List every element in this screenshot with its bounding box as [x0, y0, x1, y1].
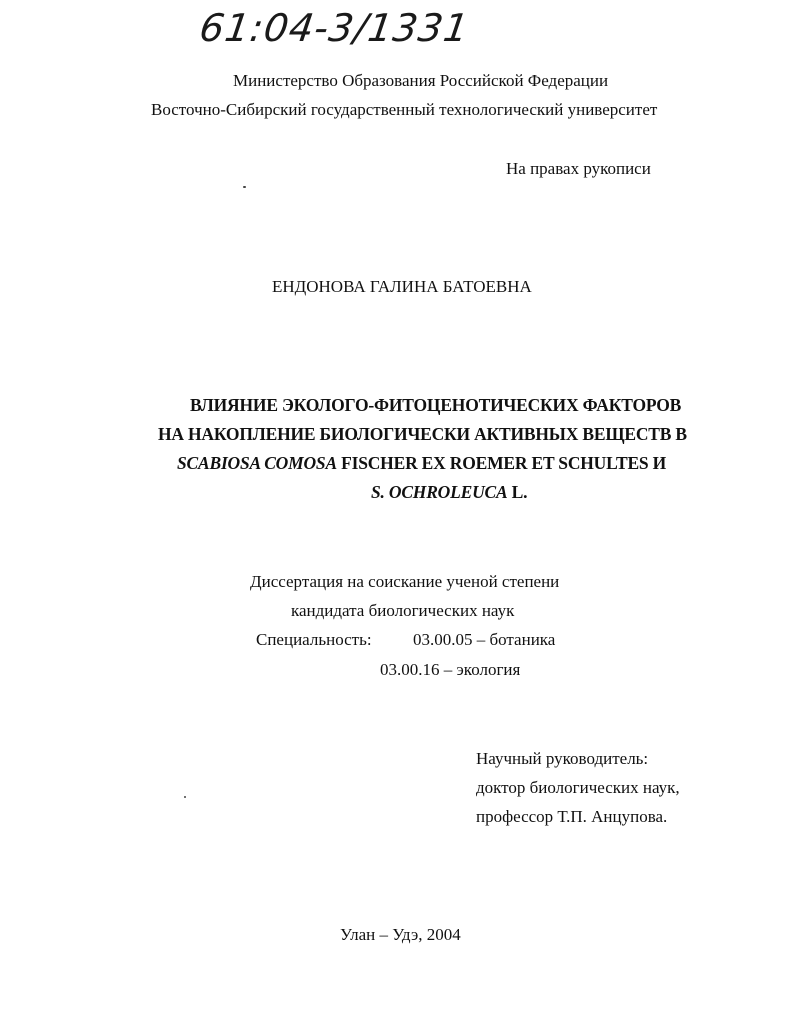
title-line-1: ВЛИЯНИЕ ЭКОЛОГО-ФИТОЦЕНОТИЧЕСКИХ ФАКТОРОВ — [190, 395, 682, 415]
title-line-2: НА НАКОПЛЕНИЕ БИОЛОГИЧЕСКИ АКТИВНЫХ ВЕЩЕСТВ В — [158, 424, 687, 444]
supervisor-name: профессор Т.П. Анцупова. — [476, 807, 668, 826]
dissertation-line-1: Диссертация на соискание ученой степени — [250, 572, 560, 591]
handwritten-archive-code: 61:04-3/1331 — [196, 6, 473, 50]
supervisor-label: Научный руководитель: — [476, 749, 649, 768]
title-line-3 — [177, 453, 666, 474]
scan-speck — [184, 796, 186, 798]
species-author-l: L. — [507, 482, 528, 502]
species-name-ochroleuca: S. OCHROLEUCA — [371, 482, 508, 502]
speciality-botany: 03.00.05 – ботаника — [413, 630, 556, 649]
university-name: Восточно-Сибирский государственный технологический университет — [151, 100, 658, 119]
species-name-comosa: SCABIOSA COMOSA — [177, 453, 337, 473]
manuscript-rights: На правах рукописи — [506, 159, 651, 178]
species-authors: FISCHER EX ROEMER ET SCHULTES И — [336, 453, 667, 473]
place-and-year: Улан – Удэ, 2004 — [340, 925, 461, 944]
title-line-4 — [371, 482, 527, 503]
supervisor-degree: доктор биологических наук, — [476, 778, 680, 797]
ministry-name: Министерство Образования Российской Федерации — [233, 71, 609, 90]
speciality-ecology: 03.00.16 – экология — [380, 660, 521, 679]
speciality-label: Специальность: — [256, 630, 372, 649]
scan-speck — [243, 186, 246, 188]
dissertation-line-2: кандидата биологических наук — [291, 601, 515, 620]
author-name: ЕНДОНОВА ГАЛИНА БАТОЕВНА — [272, 277, 532, 296]
